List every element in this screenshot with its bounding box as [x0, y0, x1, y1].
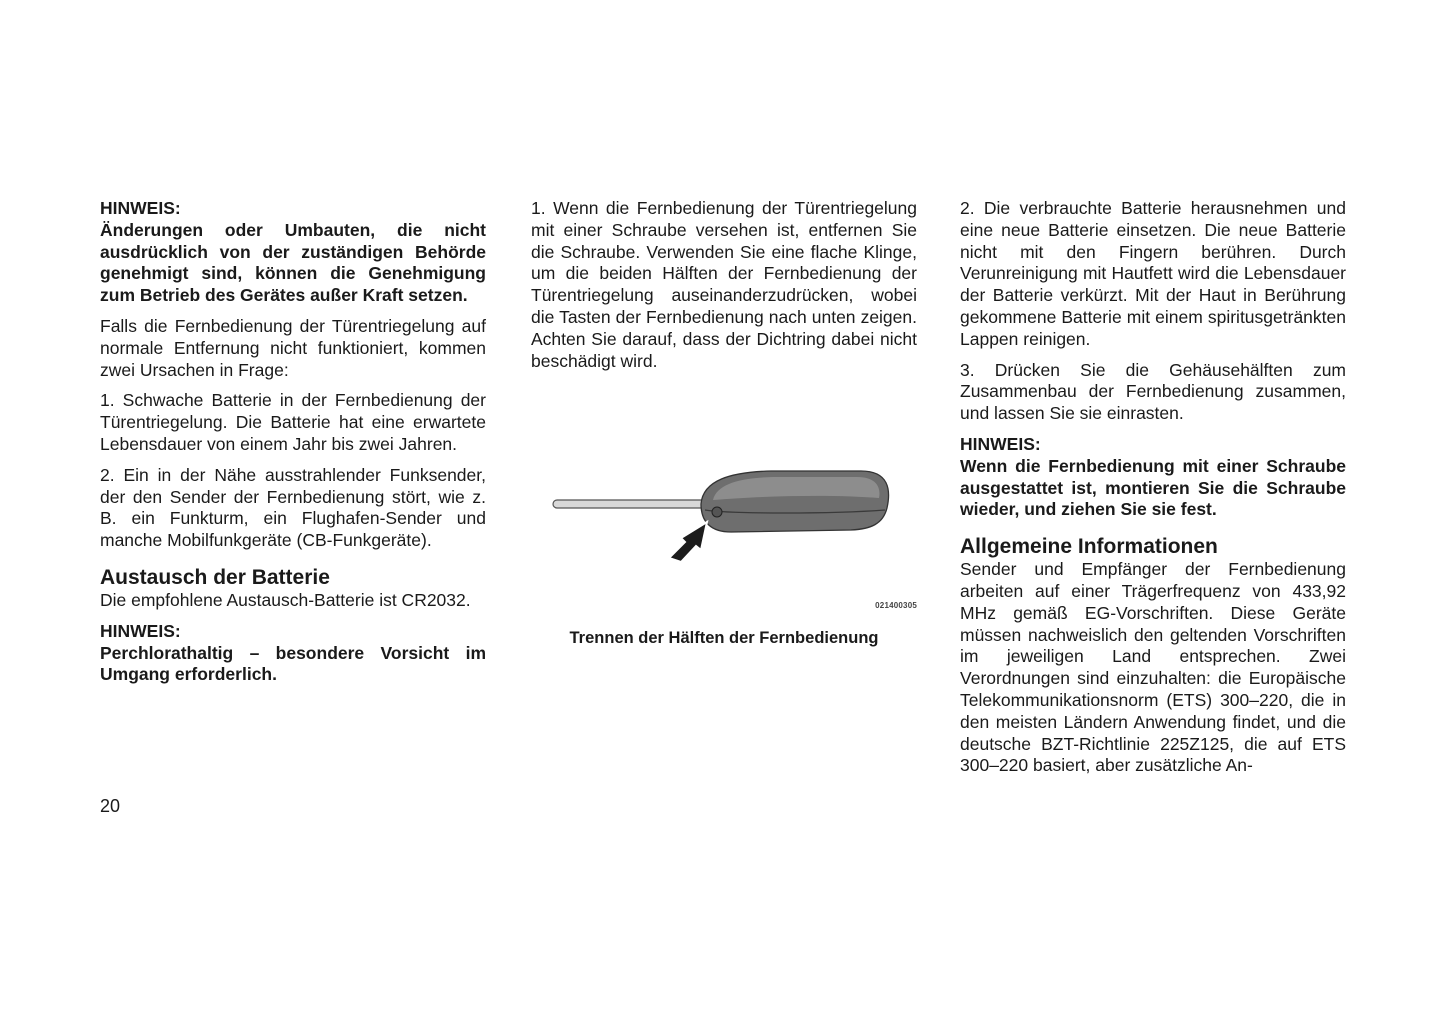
- paragraph: 2. Die verbrauchte Batterie herausnehmen und eine neue Batterie einsetzen. Die neue Batterie nicht mit den Fingern berühren. Durch Verunreinigung mit Hautfett wird die Lebensdauer der Batterie verkürzt. Mit der Haut in Berührung gekommene Batterie mit einem spiritusgetränkten Lappen reinigen.: [960, 198, 1346, 349]
- note-label: HINWEIS:: [960, 433, 1041, 454]
- right-column: [960, 198, 1346, 777]
- fob-screw: [712, 507, 722, 517]
- figure-code: 021400305: [875, 601, 917, 611]
- key-fob-illustration: [531, 372, 917, 628]
- middle-column: [531, 198, 917, 650]
- page-number: 20: [100, 796, 121, 816]
- paragraph: Die empfohlene Austausch-Batterie ist CR2032.: [100, 589, 471, 610]
- paragraph: 1. Wenn die Fernbedienung der Türentriegelung mit einer Schraube versehen ist, entfernen Sie die Schraube. Verwenden Sie eine flache Klinge, um die beiden Hälften der Fernbedienung der Türentriegelung auseinanderzudrücken, wobei die Tasten der Fernbedienung nach unten zeigen. Achten Sie darauf, dass der Dichtring dabei nicht beschädigt wird.: [531, 198, 917, 371]
- arrow-icon: [669, 522, 707, 562]
- note-text: Änderungen oder Umbauten, die nicht ausdrücklich von der zuständigen Behörde genehmigt sind, können die Genehmigung zum Betrieb des Gerätes außer Kraft setzen.: [100, 219, 486, 306]
- key-fob-figure: [531, 372, 917, 628]
- paragraph: 1. Schwache Batterie in der Fernbedienung der Türentriegelung. Die Batterie hat eine erwartete Lebensdauer von einem Jahr bis zwei Jahren.: [100, 390, 486, 454]
- paragraph: Falls die Fernbedienung der Türentriegelung auf normale Entfernung nicht funktioniert, kommen zwei Ursachen in Frage:: [100, 315, 486, 380]
- key-blade: [553, 500, 718, 508]
- note-text: Perchlorathaltig – besondere Vorsicht im Umgang erforderlich.: [100, 642, 486, 685]
- paragraph: 2. Ein in der Nähe ausstrahlender Funksender, der den Sender der Fernbedienung stört, wie z. B. ein Funkturm, ein Flughafen-Sender und manche Mobilfunkgeräte (CB-Funkgeräte).: [100, 464, 486, 551]
- paragraph: 3. Drücken Sie die Gehäusehälften zum Zusammenbau der Fernbedienung zusammen, und lassen Sie sie einrasten.: [960, 359, 1346, 424]
- left-column: [100, 198, 486, 686]
- figure-caption: Trennen der Hälften der Fernbedienung: [569, 629, 879, 648]
- paragraph: Sender und Empfänger der Fernbedienung arbeiten auf einer Trägerfrequenz von 433,92 MHz gemäß EG-Vorschriften. Diese Geräte müssen nachweislich den geltenden Vorschriften im jeweiligen Land entsprechen. Zwei Verordnungen sind einzuhalten: die Europäische Telekommunikationsnorm (ETS) 300–220, die in den meisten Ländern Anwendung findet, und die deutsche BZT-Richtlinie 225Z125, die auf ETS 300–220 basiert, aber zusätzliche An-: [960, 559, 1346, 776]
- section-heading: Austausch der Batterie: [100, 565, 330, 589]
- note-label: HINWEIS:: [100, 620, 181, 641]
- section-heading: Allgemeine Informationen: [960, 535, 1218, 559]
- note-text: Wenn die Fernbedienung mit einer Schraube ausgestattet ist, montieren Sie die Schraube wieder, und ziehen Sie sie fest.: [960, 455, 1346, 520]
- note-label: HINWEIS:: [100, 198, 181, 218]
